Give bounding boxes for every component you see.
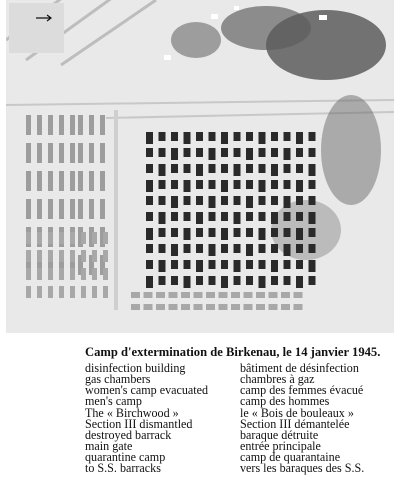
legend-item-fr: baraque détruite [240,427,319,442]
legend-french [240,363,364,474]
legend-item-fr: camp de quarantaine [240,450,341,465]
legend-item-en: destroyed barrack [85,427,172,442]
legend-item-en: women's camp evacuated [85,383,209,398]
legend-item-en: The « Birchwood » [85,405,179,420]
legend-item-fr: bâtiment de désinfection [240,361,359,375]
legend-item-en: gas chambers [85,372,151,387]
legend-item-fr: chambres à gaz [240,372,315,387]
legend-item-fr: camp des femmes évacué [240,383,364,398]
legend-item-en: Section III dismantled [85,416,193,431]
aerial-photograph [6,0,394,333]
legend-english [85,363,208,474]
photo-caption: Camp d'extermination de Birkenau, le 14 janvier 1945. [85,345,381,359]
legend-item-en: quarantine camp [85,450,166,465]
legend-item-fr: vers les baraques des S.S. [240,461,365,476]
legend-item-fr: le « Bois de bouleaux » [240,405,354,420]
legend-item-en: disinfection building [85,361,186,375]
legend-item-fr: camp des hommes [240,394,330,409]
legend-item-fr: Section III démantelée [240,416,350,431]
legend-item-en: men's camp [85,394,142,409]
legend-item-en: main gate [85,438,133,453]
legend-item-fr: entrée principale [240,438,321,453]
legend-item-en: to S.S. barracks [85,461,161,476]
